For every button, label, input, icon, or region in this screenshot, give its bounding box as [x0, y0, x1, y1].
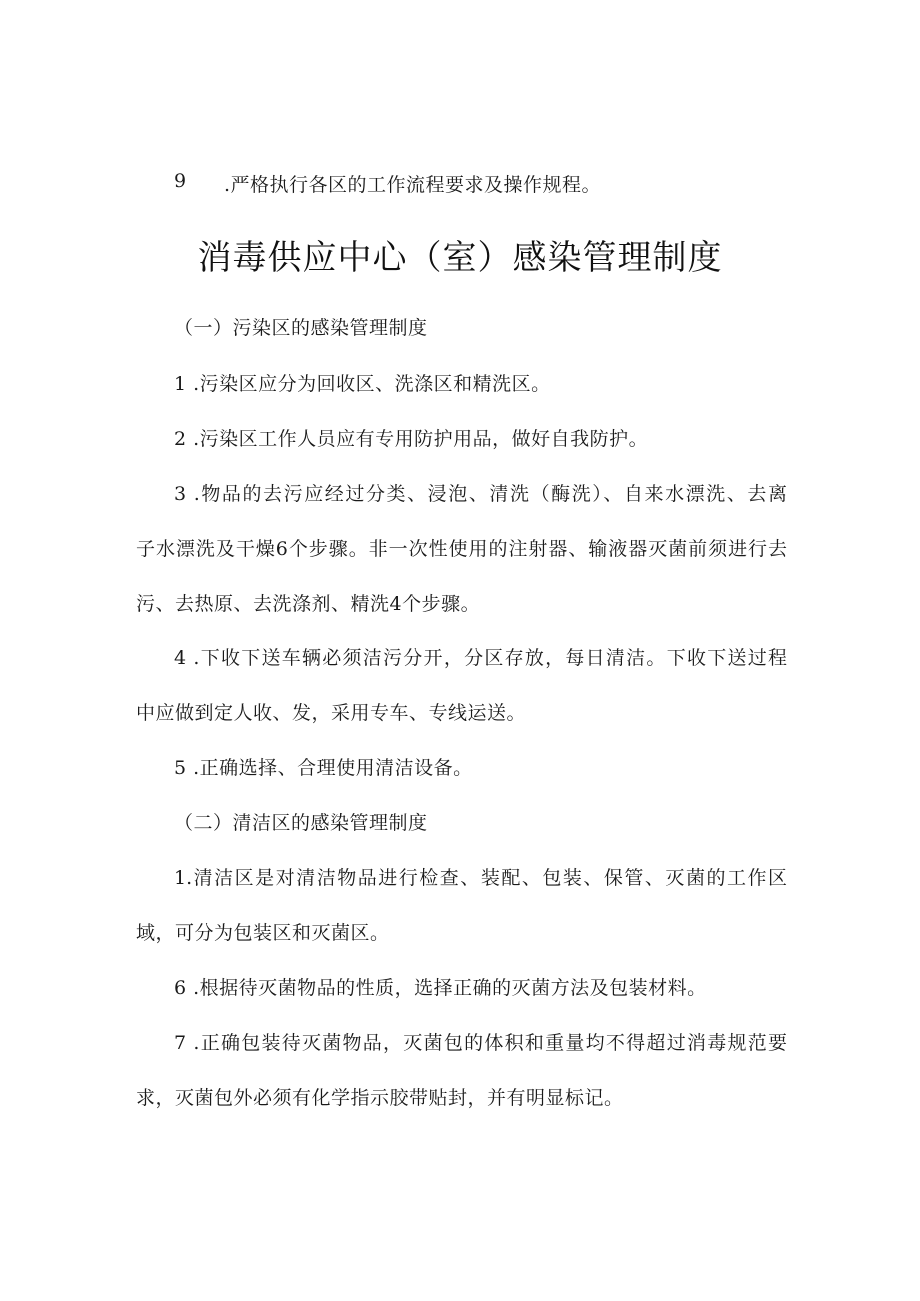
paragraph-line: 中应做到定人收、发，采用专车、专线运送。 — [136, 702, 527, 724]
paragraph-line: 污、去热原、去洗涤剂、精洗4个步骤。 — [136, 593, 481, 615]
paragraph-line: 域，可分为包装区和灭菌区。 — [136, 922, 390, 944]
paragraph-line: 1 .污染区应分为回收区、洗涤区和精洗区。 — [174, 373, 551, 395]
section2-heading: （二）清洁区的感染管理制度 — [174, 812, 428, 834]
paragraph-line: 1.清洁区是对清洁物品进行检查、装配、包装、保管、灭菌的工作区 — [174, 867, 787, 889]
section1-heading: （一）污染区的感染管理制度 — [174, 317, 428, 339]
page-title: 消毒供应中心（室）感染管理制度 — [197, 238, 723, 278]
intro-item-number: 9 — [174, 170, 187, 192]
paragraph-line: 2 .污染区工作人员应有专用防护用品，做好自我防护。 — [174, 428, 649, 450]
paragraph-line: 4 .下收下送车辆必须洁污分开，分区存放，每日清洁。下收下送过程 — [174, 647, 787, 669]
intro-item-text: .严格执行各区的工作流程要求及操作规程。 — [224, 174, 602, 196]
paragraph-line: 3 .物品的去污应经过分类、浸泡、清洗（酶洗）、自来水漂洗、去离 — [174, 483, 787, 505]
paragraph-line: 6 .根据待灭菌物品的性质，选择正确的灭菌方法及包装材料。 — [174, 977, 707, 999]
paragraph-line: 子水漂洗及干燥6个步骤。非一次性使用的注射器、输液器灭菌前须进行去 — [136, 538, 787, 560]
paragraph-line: 求，灭菌包外必须有化学指示胶带贴封，并有明显标记。 — [136, 1087, 624, 1109]
paragraph-line: 5 .正确选择、合理使用清洁设备。 — [174, 757, 473, 779]
paragraph-line: 7 .正确包装待灭菌物品，灭菌包的体积和重量均不得超过消毒规范要 — [174, 1032, 787, 1054]
